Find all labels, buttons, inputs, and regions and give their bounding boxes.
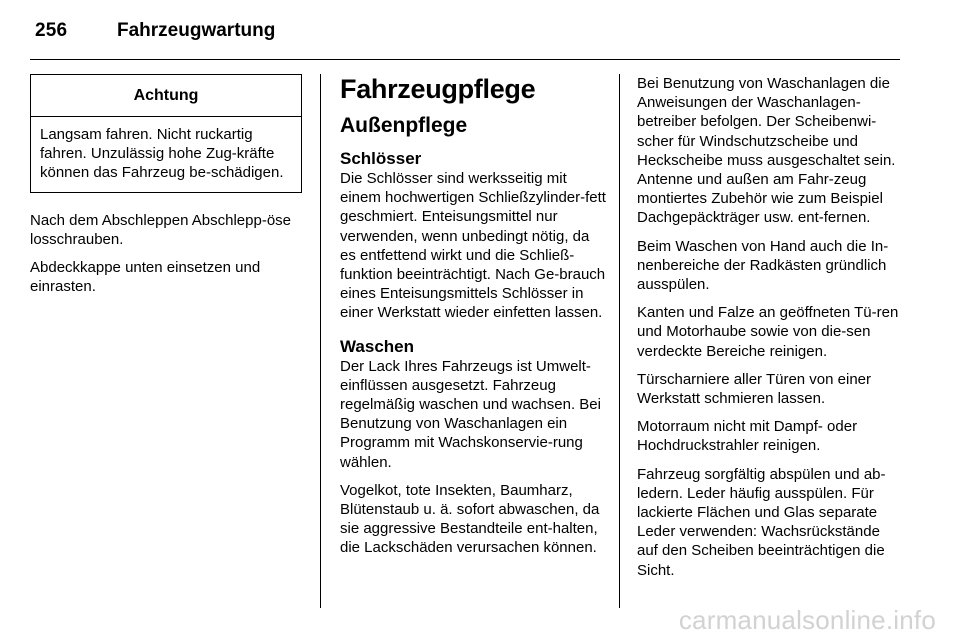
locks-heading: Schlösser — [340, 149, 422, 168]
header-rule — [30, 59, 900, 60]
section-heading: Außenpflege — [340, 114, 468, 137]
paragraph: Motorraum nicht mit Dampf- oder Hochdruckstrahler reinigen. — [637, 418, 858, 455]
locks-paragraph: Die Schlösser sind werksseitig mit einem hochwertigen Schließzylinder-fett geschmiert. Enteisungsmittel nur verwenden, wenn unbedingt nötig, da es entfettend wirkt und die Schließ-funktion beeinträchtigt. Nach Ge-brauch eines Enteisungsmittels Schlösser in einer Werkstatt wieder einfetten lassen. — [340, 170, 606, 322]
column-1-text — [30, 211, 304, 297]
column-1 — [30, 74, 304, 305]
wash-paragraph: Vogelkot, tote Insekten, Baumharz, Blütenstaub u. ä. sofort abwaschen, da sie aggressive Bestandteile ent-halten, die Lackschäden verursachen können. — [340, 481, 600, 557]
page-number: 256 — [35, 20, 68, 41]
column-divider — [619, 74, 620, 608]
paragraph: Kanten und Falze an geöffneten Tü-ren und Motorhaube sowie von die-sen verdeckte Bereiche reinigen. — [637, 304, 899, 360]
paragraph: Abdeckkappe unten einsetzen und einrasten. — [30, 259, 261, 296]
caution-box — [30, 74, 302, 193]
paragraph: Türscharniere aller Türen von einer Werkstatt schmieren lassen. — [637, 370, 872, 408]
paragraph: Nach dem Abschleppen Abschlepp-öse losschrauben. — [30, 211, 292, 248]
column-2 — [340, 74, 606, 567]
paragraph: Beim Waschen von Hand auch die In-nenbereiche der Radkästen gründlich ausspülen. — [637, 237, 889, 294]
column-3 — [637, 74, 903, 589]
wash-heading: Waschen — [340, 336, 415, 356]
caution-title: Achtung — [31, 75, 301, 117]
chapter-heading: Fahrzeugpflege — [340, 74, 536, 104]
caution-text: Langsam fahren. Nicht ruckartig fahren. Unzulässig hohe Zug-kräfte können das Fahrzeug be-schädigen. — [40, 126, 284, 182]
column-divider — [320, 74, 321, 608]
watermark: carmanualsonline.info — [678, 605, 936, 635]
section-title: Fahrzeugwartung — [117, 20, 276, 41]
paragraph: Fahrzeug sorgfältig abspülen und ab-ledern. Leder häufig ausspülen. Für lackierte Flächen und Glas separate Leder verwenden: Wachsrückstände auf den Scheiben beeinträchtigen die Sicht. — [637, 465, 886, 579]
paragraph: Bei Benutzung von Waschanlagen die Anweisungen der Waschanlagen-betreiber befolgen. Der Scheibenwi-scher für Windschutzscheibe und Heckscheibe muss ausgeschaltet sein. Antenne und außen am Fahr-zeug montiertes Zubehör wie zum Beispiel Dachgepäckträger usw. ent-fernen. — [637, 75, 896, 227]
wash-paragraph: Der Lack Ihres Fahrzeugs ist Umwelt-einflüssen ausgesetzt. Fahrzeug regelmäßig waschen und wachsen. Bei Benutzung von Waschanlagen ein Programm mit Wachskonservie-rung wählen. — [340, 357, 601, 471]
